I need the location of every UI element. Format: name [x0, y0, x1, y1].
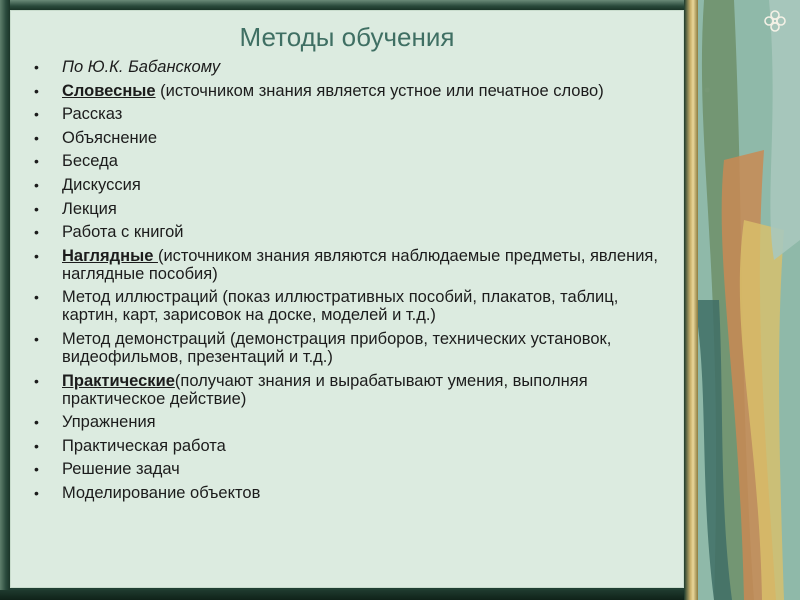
- slide-title: Методы обучения: [239, 22, 455, 52]
- frame-left: [0, 0, 10, 600]
- bullet-text: По Ю.К. Бабанскому: [62, 58, 221, 76]
- bullet-icon: •: [34, 330, 39, 347]
- bullet-icon: •: [34, 247, 39, 264]
- bullet-icon: •: [34, 414, 39, 431]
- bullet-icon: •: [34, 437, 39, 454]
- bullet-item: [30, 484, 670, 502]
- bullet-icon: •: [34, 461, 39, 478]
- bullet-icon: •: [34, 82, 39, 99]
- gold-edge: [684, 0, 698, 600]
- bullet-text: Работа с книгой: [62, 223, 184, 242]
- bullet-item: [30, 247, 670, 283]
- bullet-item: [30, 152, 670, 170]
- content-panel: [10, 10, 684, 588]
- bullet-text: Метод демонстраций (демонстрация приборов, технических установок, видеофильмов, презентаций и т.д.): [62, 329, 612, 366]
- bullet-item: [30, 82, 670, 100]
- bullet-text: Моделирование объектов: [62, 483, 261, 502]
- bullet-item: [30, 105, 670, 123]
- bullet-text: Дискуссия: [62, 175, 141, 194]
- category-term: Наглядные: [62, 246, 158, 265]
- bullet-text: Метод иллюстраций (показ иллюстративных пособий, плакатов, таблиц, картин, карт, зарисовок на доске, моделей и т.д.): [62, 288, 619, 325]
- bullet-item: [30, 176, 670, 194]
- bullet-list: [30, 58, 670, 508]
- bullet-icon: •: [34, 106, 39, 123]
- bullet-icon: •: [34, 129, 39, 146]
- bullet-item: [30, 58, 670, 76]
- bullet-item: [30, 200, 670, 218]
- bullet-text: Рассказ: [62, 105, 123, 124]
- bullet-text: Практическая работа: [62, 436, 226, 455]
- bullet-icon: •: [34, 224, 39, 241]
- category-term: Словесные: [62, 81, 156, 100]
- decorative-ribbons-icon: [684, 0, 800, 600]
- bullet-item: [30, 330, 670, 366]
- bullet-text: Лекция: [62, 199, 117, 218]
- decorative-panel: [684, 0, 800, 600]
- bullet-text: (источником знания является устное или печатное слово): [155, 81, 604, 100]
- bullet-text: Беседа: [62, 152, 118, 171]
- bullet-text: Решение задач: [62, 460, 180, 479]
- bullet-item: [30, 460, 670, 478]
- bullet-icon: •: [34, 289, 39, 306]
- bullet-icon: •: [34, 176, 39, 193]
- bullet-icon: •: [34, 200, 39, 217]
- bullet-icon: •: [34, 372, 39, 389]
- frame-top: [0, 0, 700, 10]
- bullet-item: [30, 413, 670, 431]
- bullet-icon: •: [34, 59, 39, 75]
- bullet-icon: •: [34, 153, 39, 170]
- bullet-item: [30, 223, 670, 241]
- flower-ornament-icon: [760, 6, 790, 36]
- bullet-item: [30, 437, 670, 455]
- bullet-icon: •: [34, 484, 39, 501]
- frame-bottom: [0, 590, 700, 600]
- category-term: Практические: [62, 371, 175, 390]
- bullet-text: Упражнения: [62, 413, 156, 432]
- bullet-text: (источником знания являются наблюдаемые предметы, явления, наглядные пособия): [62, 246, 658, 283]
- bullet-item: [30, 372, 670, 408]
- bullet-text: (получают знания и вырабатывают умения, выполняя практическое действие): [62, 371, 588, 408]
- bullet-text: Объяснение: [62, 128, 158, 147]
- bullet-item: [30, 129, 670, 147]
- bullet-item: [30, 288, 670, 324]
